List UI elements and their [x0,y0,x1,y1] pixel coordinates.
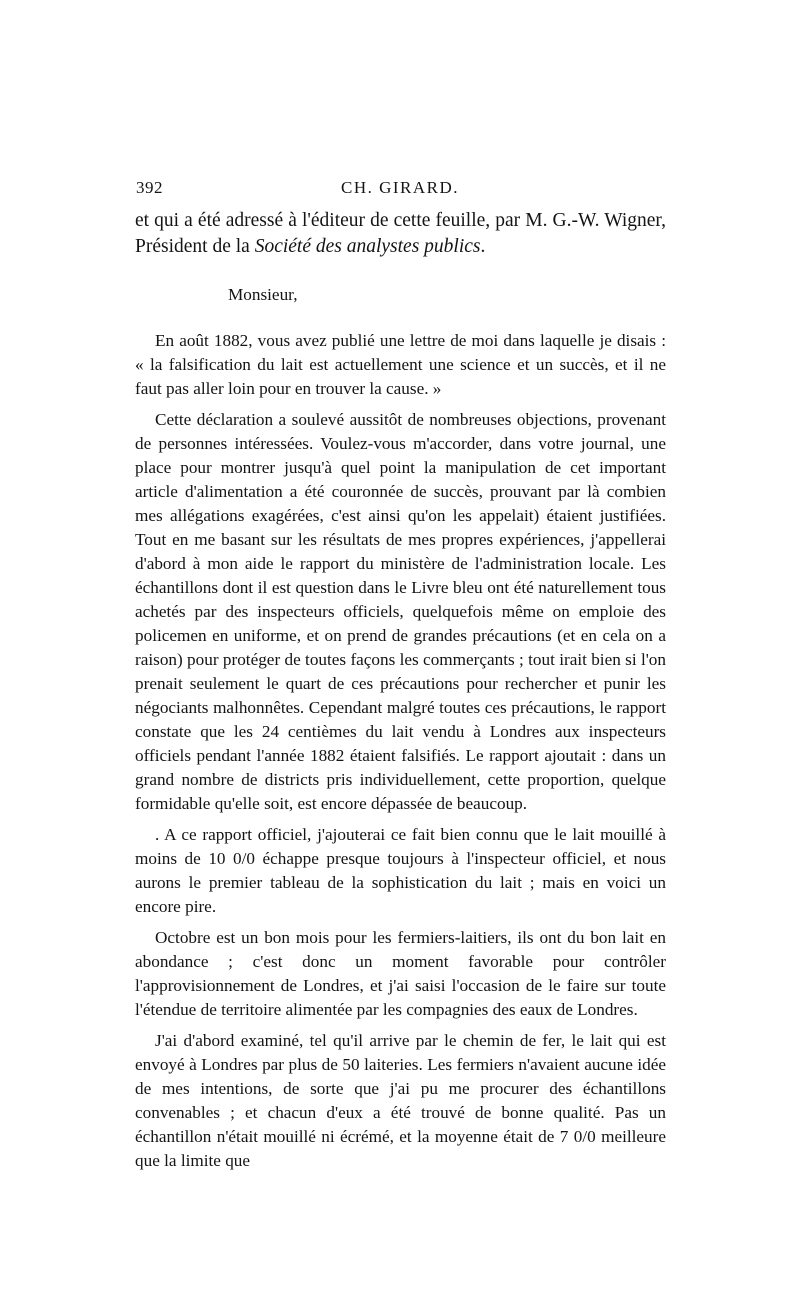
intro-text-end: . [480,236,486,257]
paragraph-2: Cette déclaration a soulevé aussitôt de nombreuses objections, provenant de personnes intéressées. Voulez-vous m'accorder, dans votre journal, une place pour montrer jusqu'à quel point la manipulation de cet important article d'alimentation a été couronnée de succès, prouvant par là combien mes allégations exagérées, c'est ainsi qu'on les appelait) étaient justifiées. Tout en me basant sur les résultats de mes propres expériences, j'appellerai d'abord à mon aide le rapport du ministère de l'administration locale. Les échantillons dont il est question dans le Livre bleu ont été naturellement tous achetés par des inspecteurs officiels, quelquefois même on emploie des policemen en uniforme, et on prend de grandes précautions (et en cela on a raison) pour protéger de toutes façons les commerçants ; tout irait bien si l'on prenait seulement le quart de ces précautions pour rechercher et punir les négociants malhonnêtes. Cependant malgré toutes ces précautions, le rapport constate que les 24 centièmes du lait vendu à Londres aux inspecteurs officiels pendant l'année 1882 étaient falsifiés. Le rapport ajoutait : dans un grand nombre de districts pris individuellement, cette proportion, quelque formidable qu'elle soit, est encore dépassée de beaucoup. [135,410,666,813]
page-number: 392 [136,178,163,197]
salutation: Monsieur, [228,285,298,304]
running-head: CH. GIRARD. [341,178,460,197]
page-header [135,178,666,200]
paragraph-3: . A ce rapport officiel, j'ajouterai ce fait bien connu que le lait mouillé à moins de 10 0/0 échappe presque toujours à l'inspecteur officiel, et nous aurons le premier tableau de la sophistication du lait ; mais en voici un encore pire. [135,825,666,916]
body-text [135,208,666,1173]
intro-paragraph [135,208,666,260]
intro-italic-title: Société des analystes publics [254,236,481,257]
intro-text: et qui a été adressé à l'éditeur de cette feuille, par M. G.-W. Wigner, Président de la [135,210,666,257]
paragraph-5: J'ai d'abord examiné, tel qu'il arrive par le chemin de fer, le lait qui est envoyé à Londres par plus de 50 laiteries. Les fermiers n'avaient aucune idée de mes intentions, de sorte que j'ai pu me procurer des échantillons convenables ; et chacun d'eux a été trouvé de bonne qualité. Pas un échantillon n'était mouillé ni écrémé, et la moyenne était de 7 0/0 meilleure que la limite que [135,1031,666,1170]
paragraph-4: Octobre est un bon mois pour les fermiers-laitiers, ils ont du bon lait en abondance ; c'est donc un moment favorable pour contrôler l'approvisionnement de Londres, et j'ai saisi l'occasion de le faire sur toute l'étendue de territoire alimentée par les compagnies des eaux de Londres. [135,928,666,1019]
paragraph-1: En août 1882, vous avez publié une lettre de moi dans laquelle je disais : « la falsification du lait est actuellement une science et un succès, et il ne faut pas aller loin pour en trouver la cause. » [135,331,666,398]
